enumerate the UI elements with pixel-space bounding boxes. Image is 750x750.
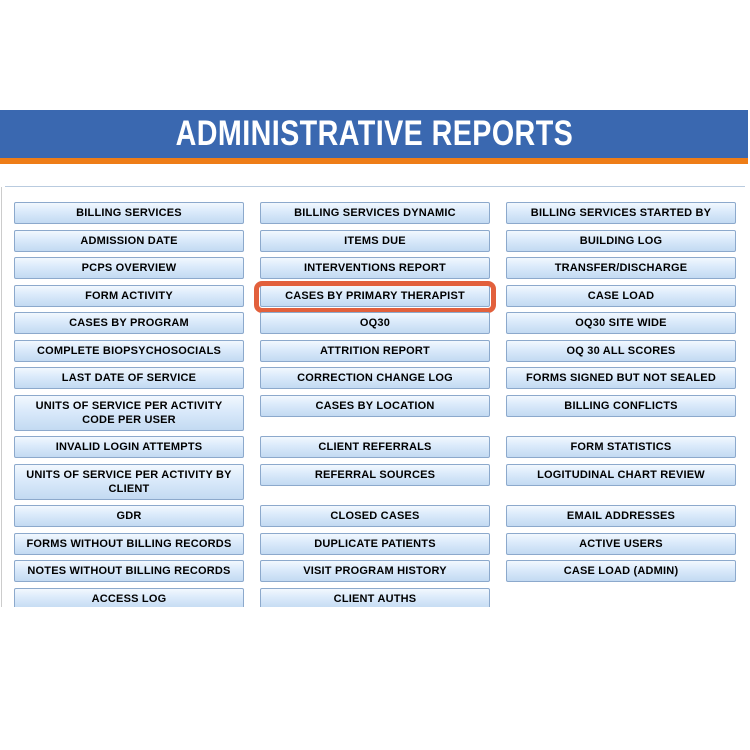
report-button-label: NOTES WITHOUT BILLING RECORDS — [27, 565, 231, 577]
report-button-label: UNITS OF SERVICE PER ACTIVITY BY CLIENT — [26, 468, 232, 495]
report-button-label: CASE LOAD — [587, 289, 655, 302]
report-button[interactable] — [506, 505, 736, 527]
report-button-label: BILLING CONFLICTS — [564, 399, 678, 412]
report-button-label: GDR — [116, 510, 142, 522]
report-button[interactable] — [260, 395, 490, 417]
page-edge-line — [1, 187, 2, 607]
report-button-label: EMAIL ADDRESSES — [566, 510, 676, 522]
report-button[interactable] — [506, 285, 736, 307]
report-button[interactable] — [506, 395, 736, 417]
report-button[interactable] — [260, 312, 490, 334]
report-button-label: COMPLETE BIOPSYCHOSOCIALS — [36, 344, 222, 357]
report-button[interactable] — [506, 312, 736, 334]
report-button-label: FORMS WITHOUT BILLING RECORDS — [26, 537, 232, 550]
report-button[interactable] — [14, 340, 244, 362]
report-button[interactable] — [14, 588, 244, 608]
report-button[interactable] — [260, 464, 490, 486]
report-button[interactable] — [506, 257, 736, 279]
report-button[interactable] — [260, 436, 490, 458]
report-button-label: LOGITUDINAL CHART REVIEW — [537, 468, 705, 481]
report-button[interactable] — [14, 436, 244, 458]
report-button[interactable] — [14, 257, 244, 279]
report-button-label: DUPLICATE PATIENTS — [314, 537, 436, 550]
report-button[interactable] — [260, 533, 490, 555]
report-button[interactable] — [14, 367, 244, 389]
report-button[interactable] — [506, 533, 736, 555]
report-button[interactable] — [260, 505, 490, 527]
report-button-label: CLOSED CASES — [330, 510, 420, 522]
report-button[interactable] — [260, 230, 490, 252]
report-button[interactable] — [506, 464, 736, 486]
report-button-label: LAST DATE OF SERVICE — [61, 372, 197, 384]
report-button-label: CLIENT REFERRALS — [318, 441, 432, 453]
report-button-label: FORM ACTIVITY — [85, 289, 173, 302]
report-button[interactable] — [260, 560, 490, 582]
report-button-label: ACTIVE USERS — [579, 537, 663, 550]
report-button[interactable] — [506, 367, 736, 389]
report-button[interactable] — [260, 588, 490, 608]
report-button-label: ITEMS DUE — [344, 234, 406, 247]
report-button[interactable] — [14, 464, 244, 500]
report-button-label: FORM STATISTICS — [570, 441, 672, 453]
report-button[interactable] — [14, 395, 244, 431]
report-button[interactable] — [14, 285, 244, 307]
report-button-label: ADMISSION DATE — [80, 234, 178, 247]
report-button-label: CLIENT AUTHS — [333, 592, 417, 605]
report-button-label: OQ 30 ALL SCORES — [566, 344, 676, 357]
header-banner — [0, 110, 748, 158]
report-button[interactable] — [14, 312, 244, 334]
report-button[interactable] — [14, 202, 244, 224]
report-button[interactable] — [14, 230, 244, 252]
report-button-label: BUILDING LOG — [579, 234, 663, 247]
report-button-label: REFERRAL SOURCES — [314, 468, 436, 481]
report-button[interactable] — [260, 257, 490, 279]
accent-bar — [0, 158, 748, 164]
report-button[interactable] — [506, 560, 736, 582]
report-button[interactable] — [260, 340, 490, 362]
header-divider — [5, 186, 745, 187]
report-button[interactable] — [14, 533, 244, 555]
report-button-label: FORMS SIGNED BUT NOT SEALED — [526, 372, 716, 384]
reports-grid — [14, 202, 736, 607]
report-button-label: CASES BY LOCATION — [315, 399, 435, 412]
report-button[interactable] — [506, 202, 736, 224]
report-button[interactable] — [260, 367, 490, 389]
report-button-label: VISIT PROGRAM HISTORY — [303, 565, 447, 577]
report-button[interactable] — [260, 202, 490, 224]
report-button-label: INTERVENTIONS REPORT — [304, 262, 446, 274]
report-button-label: CORRECTION CHANGE LOG — [297, 372, 453, 384]
report-button[interactable] — [14, 505, 244, 527]
page-title: ADMINISTRATIVE REPORTS — [175, 114, 573, 153]
report-button-label: CASE LOAD (ADMIN) — [563, 565, 679, 577]
report-button-label: BILLING SERVICES STARTED BY — [530, 207, 712, 219]
report-button-label: TRANSFER/DISCHARGE — [554, 262, 688, 274]
report-button-label: OQ30 SITE WIDE — [575, 317, 667, 329]
report-button-label: PCPS OVERVIEW — [81, 262, 177, 274]
report-button-label: OQ30 — [359, 317, 391, 329]
report-button[interactable] — [506, 230, 736, 252]
report-button[interactable] — [506, 436, 736, 458]
report-button[interactable] — [14, 560, 244, 582]
reports-area — [14, 202, 736, 607]
report-button-label: CASES BY PROGRAM — [69, 317, 189, 329]
report-button-label: BILLING SERVICES — [76, 207, 182, 219]
report-button[interactable] — [260, 285, 490, 307]
report-button-label: CASES BY PRIMARY THERAPIST — [285, 289, 465, 302]
report-button-label: ATTRITION REPORT — [320, 344, 430, 357]
report-button-label: BILLING SERVICES DYNAMIC — [294, 207, 456, 219]
report-button-label: ACCESS LOG — [91, 592, 167, 605]
report-button-label: INVALID LOGIN ATTEMPTS — [55, 441, 203, 453]
report-button[interactable] — [506, 340, 736, 362]
report-button-label: UNITS OF SERVICE PER ACTIVITY CODE PER USER — [35, 399, 223, 426]
